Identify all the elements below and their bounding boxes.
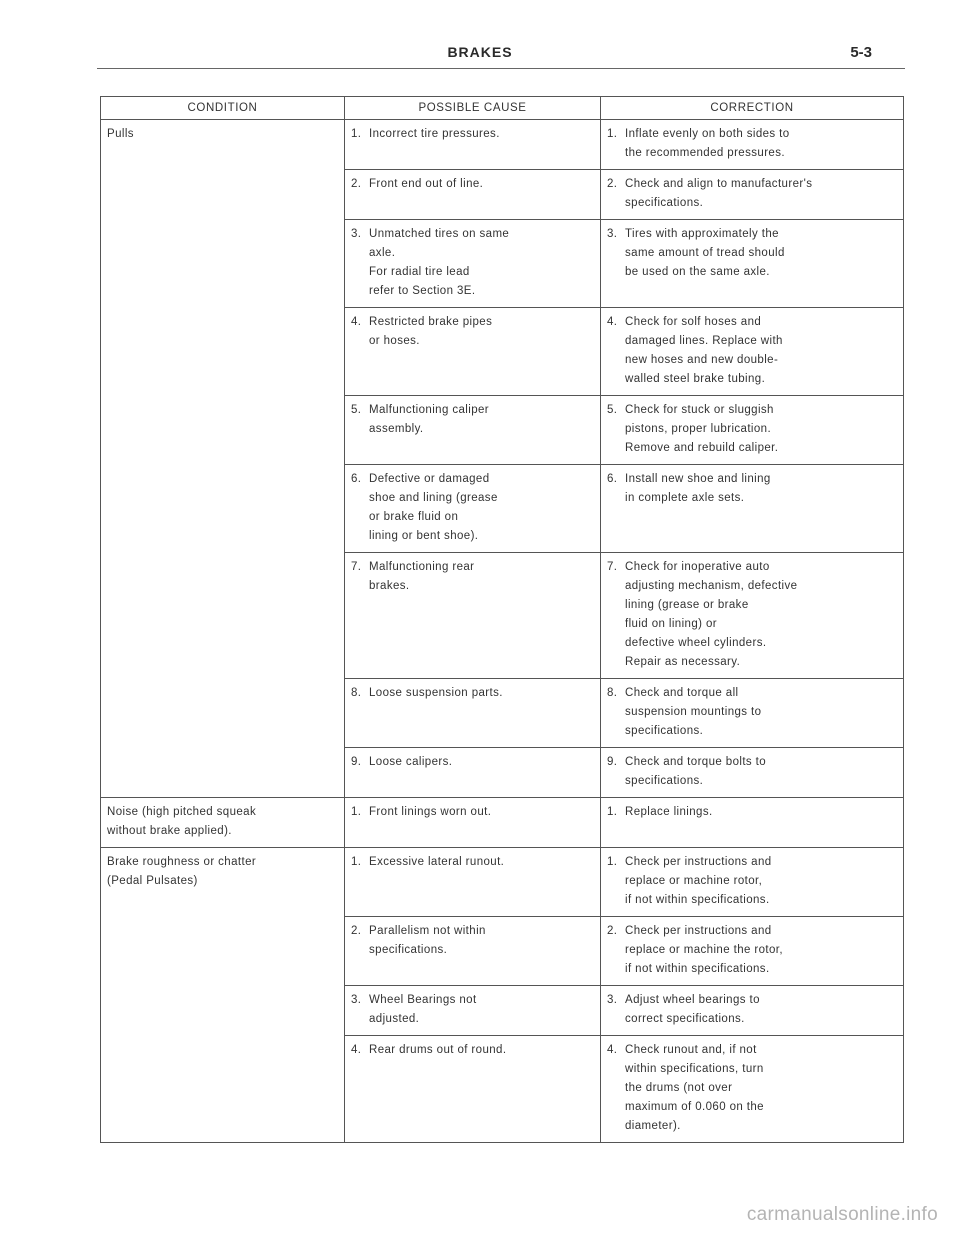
possible-cause-cell [345, 120, 601, 170]
correction-text: suspension mountings to [625, 706, 762, 718]
item-number: 1. [607, 806, 618, 818]
correction-text: maximum of 0.060 on the [625, 1101, 764, 1113]
correction-text: if not within specifications. [625, 894, 770, 906]
correction-cell [601, 679, 904, 748]
correction-cell [601, 748, 904, 798]
cause-item [351, 753, 592, 772]
cause-text: Defective or damaged [369, 473, 490, 485]
possible-cause-cell [345, 553, 601, 679]
site-watermark: carmanualsonline.info [746, 1204, 938, 1225]
correction-text: Check for solf hoses and [625, 316, 762, 328]
correction-item [607, 753, 895, 791]
item-number: 3. [351, 228, 362, 240]
cause-item [351, 125, 592, 144]
correction-cell [601, 120, 904, 170]
item-number: 5. [607, 404, 618, 416]
cause-text: Excessive lateral runout. [369, 856, 505, 868]
correction-cell [601, 1036, 904, 1143]
correction-text: replace or machine rotor, [625, 875, 763, 887]
item-number: 1. [351, 806, 362, 818]
possible-cause-cell [345, 917, 601, 986]
correction-text: Install new shoe and lining [625, 473, 771, 485]
item-number: 6. [607, 473, 618, 485]
correction-cell [601, 170, 904, 220]
column-header-correction: CORRECTION [601, 97, 904, 120]
item-number: 2. [607, 178, 618, 190]
page-section-title: BRAKES [447, 44, 513, 60]
correction-text: lining (grease or brake [625, 599, 749, 611]
condition-text: (Pedal Pulsates) [107, 875, 198, 887]
cause-text: axle. [369, 247, 396, 259]
correction-item [607, 803, 895, 822]
correction-item [607, 991, 895, 1029]
item-number: 9. [607, 756, 618, 768]
correction-text: damaged lines. Replace with [625, 335, 783, 347]
correction-text: Repair as necessary. [625, 656, 741, 668]
item-number: 8. [607, 687, 618, 699]
possible-cause-cell [345, 679, 601, 748]
correction-text: Remove and rebuild caliper. [625, 442, 779, 454]
header-divider [97, 68, 905, 69]
correction-text: the drums (not over [625, 1082, 733, 1094]
correction-item [607, 853, 895, 910]
correction-text: Check and torque all [625, 687, 739, 699]
correction-text: be used on the same axle. [625, 266, 770, 278]
item-number: 6. [351, 473, 362, 485]
condition-text: Noise (high pitched squeak [107, 806, 257, 818]
cause-item [351, 803, 592, 822]
diagnosis-table [100, 96, 904, 1143]
column-header-condition: CONDITION [101, 97, 345, 120]
item-number: 7. [607, 561, 618, 573]
correction-text: new hoses and new double- [625, 354, 779, 366]
condition-text: Brake roughness or chatter [107, 856, 257, 868]
item-number: 3. [607, 994, 618, 1006]
item-number: 8. [351, 687, 362, 699]
page-number: 5-3 [850, 44, 872, 61]
correction-text: Tires with approximately the [625, 228, 779, 240]
correction-text: specifications. [625, 725, 704, 737]
item-number: 3. [607, 228, 618, 240]
cause-text: Unmatched tires on same [369, 228, 510, 240]
possible-cause-cell [345, 798, 601, 848]
correction-cell [601, 798, 904, 848]
correction-text: specifications. [625, 197, 704, 209]
correction-text: Check for stuck or sluggish [625, 404, 774, 416]
correction-text: Check per instructions and [625, 856, 772, 868]
cause-item [351, 225, 592, 301]
correction-item [607, 225, 895, 282]
cause-text: Malfunctioning rear [369, 561, 475, 573]
item-number: 1. [351, 856, 362, 868]
correction-item [607, 125, 895, 163]
correction-cell [601, 986, 904, 1036]
cause-item [351, 175, 592, 194]
correction-cell [601, 220, 904, 308]
possible-cause-cell [345, 170, 601, 220]
item-number: 4. [351, 1044, 362, 1056]
cause-text: adjusted. [369, 1013, 420, 1025]
table-row [101, 120, 904, 170]
item-number: 7. [351, 561, 362, 573]
correction-cell [601, 465, 904, 553]
item-number: 5. [351, 404, 362, 416]
cause-item [351, 558, 592, 596]
correction-text: pistons, proper lubrication. [625, 423, 772, 435]
correction-cell [601, 308, 904, 396]
correction-item [607, 922, 895, 979]
cause-item [351, 991, 592, 1029]
condition-cell [101, 120, 345, 798]
cause-text: Rear drums out of round. [369, 1044, 507, 1056]
correction-item [607, 684, 895, 741]
table-header-row [101, 97, 904, 120]
item-number: 2. [607, 925, 618, 937]
item-number: 9. [351, 756, 362, 768]
cause-text: lining or bent shoe). [369, 530, 479, 542]
correction-text: within specifications, turn [625, 1063, 764, 1075]
correction-item [607, 313, 895, 389]
correction-text: diameter). [625, 1120, 681, 1132]
cause-item [351, 853, 592, 872]
possible-cause-cell [345, 396, 601, 465]
correction-cell [601, 848, 904, 917]
item-number: 1. [607, 856, 618, 868]
correction-text: adjusting mechanism, defective [625, 580, 798, 592]
correction-text: Replace linings. [625, 806, 713, 818]
cause-text: Malfunctioning caliper [369, 404, 490, 416]
cause-text: refer to Section 3E. [369, 285, 476, 297]
possible-cause-cell [345, 1036, 601, 1143]
cause-item [351, 401, 592, 439]
correction-text: same amount of tread should [625, 247, 785, 259]
possible-cause-cell [345, 220, 601, 308]
cause-text: Front linings worn out. [369, 806, 492, 818]
correction-item [607, 175, 895, 213]
item-number: 4. [607, 316, 618, 328]
correction-text: correct specifications. [625, 1013, 745, 1025]
condition-text: Pulls [107, 128, 134, 140]
cause-item [351, 684, 592, 703]
correction-text: walled steel brake tubing. [625, 373, 766, 385]
item-number: 3. [351, 994, 362, 1006]
correction-text: specifications. [625, 775, 704, 787]
cause-text: Parallelism not within [369, 925, 486, 937]
correction-cell [601, 917, 904, 986]
correction-cell [601, 553, 904, 679]
table-body [101, 120, 904, 1143]
item-number: 2. [351, 178, 362, 190]
cause-text: Loose suspension parts. [369, 687, 503, 699]
correction-item [607, 1041, 895, 1136]
cause-text: or hoses. [369, 335, 420, 347]
correction-text: Check and torque bolts to [625, 756, 767, 768]
item-number: 4. [607, 1044, 618, 1056]
cause-text: For radial tire lead [369, 266, 470, 278]
correction-text: Check runout and, if not [625, 1044, 757, 1056]
possible-cause-cell [345, 308, 601, 396]
cause-text: Front end out of line. [369, 178, 484, 190]
possible-cause-cell [345, 748, 601, 798]
item-number: 1. [607, 128, 618, 140]
correction-text: replace or machine the rotor, [625, 944, 783, 956]
item-number: 4. [351, 316, 362, 328]
possible-cause-cell [345, 986, 601, 1036]
correction-item [607, 401, 895, 458]
correction-text: Check and align to manufacturer's [625, 178, 813, 190]
correction-text: Inflate evenly on both sides to [625, 128, 790, 140]
correction-text: the recommended pressures. [625, 147, 785, 159]
correction-text: Check per instructions and [625, 925, 772, 937]
correction-text: Adjust wheel bearings to [625, 994, 760, 1006]
cause-item [351, 922, 592, 960]
correction-text: if not within specifications. [625, 963, 770, 975]
condition-cell [101, 798, 345, 848]
correction-text: in complete axle sets. [625, 492, 745, 504]
cause-item [351, 470, 592, 546]
correction-item [607, 558, 895, 672]
cause-text: Incorrect tire pressures. [369, 128, 500, 140]
table-row [101, 798, 904, 848]
possible-cause-cell [345, 465, 601, 553]
correction-cell [601, 396, 904, 465]
correction-item [607, 470, 895, 508]
table-row [101, 848, 904, 917]
cause-text: or brake fluid on [369, 511, 459, 523]
cause-text: Loose calipers. [369, 756, 453, 768]
condition-text: without brake applied). [107, 825, 232, 837]
cause-text: specifications. [369, 944, 448, 956]
cause-text: brakes. [369, 580, 410, 592]
cause-item [351, 1041, 592, 1060]
cause-text: assembly. [369, 423, 424, 435]
possible-cause-cell [345, 848, 601, 917]
column-header-possible-cause: POSSIBLE CAUSE [345, 97, 601, 120]
condition-cell [101, 848, 345, 1143]
correction-text: Check for inoperative auto [625, 561, 770, 573]
cause-text: Wheel Bearings not [369, 994, 477, 1006]
correction-text: fluid on lining) or [625, 618, 717, 630]
cause-text: Restricted brake pipes [369, 316, 493, 328]
correction-text: defective wheel cylinders. [625, 637, 767, 649]
item-number: 2. [351, 925, 362, 937]
item-number: 1. [351, 128, 362, 140]
cause-item [351, 313, 592, 351]
cause-text: shoe and lining (grease [369, 492, 498, 504]
